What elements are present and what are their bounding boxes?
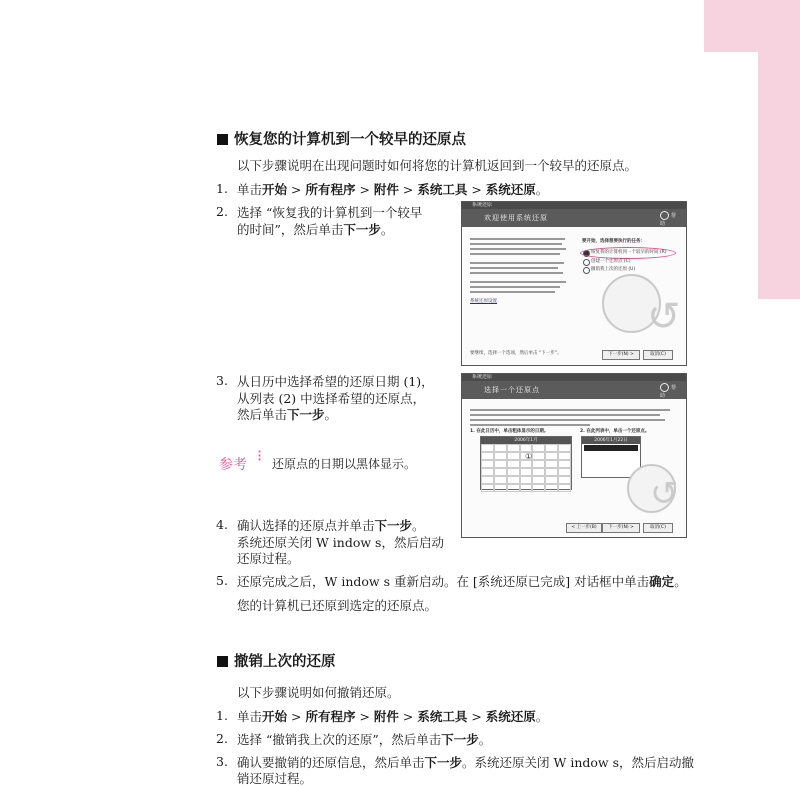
section-heading-restore (217, 128, 466, 149)
section-intro: 以下步骤说明在出现问题时如何将您的计算机返回到一个较早的还原点。 (237, 158, 638, 173)
pink-side-strip (758, 52, 800, 299)
calendar-cell[interactable] (507, 468, 520, 476)
calendar-cell[interactable] (494, 476, 507, 484)
radio-create-point[interactable] (583, 259, 590, 266)
calendar-month: 2006年1月 (481, 437, 571, 444)
option-undo-restore: 撤销我上次的还原 (U) (591, 267, 636, 272)
separator: > (467, 709, 486, 724)
section-intro: 以下步骤说明如何撤销还原。 (237, 685, 400, 700)
menu-system-restore: 系统还原 (485, 182, 536, 197)
cancel-button[interactable]: 取消(C) (643, 350, 673, 360)
dialog-titlebar: 系统还原 (462, 374, 686, 381)
option-create-point: 创建一个还原点 (C) (591, 259, 631, 264)
section-heading-text: 撤销上次的还原 (234, 654, 336, 670)
text-line (470, 248, 566, 250)
text-line (470, 272, 563, 274)
text: 还原完成之后，W indow s 重新启动。在 [系统还原已完成] 对话框中单击 (237, 574, 650, 589)
menu-accessories: 附件 (373, 709, 399, 724)
text-line (470, 409, 670, 411)
next-label: 下一步 (374, 518, 413, 533)
step-text (237, 573, 687, 590)
pink-corner-tab (704, 0, 800, 52)
step-text (237, 517, 425, 534)
callout-one-marker: ① (525, 452, 533, 461)
note-colon: ⁝ (257, 446, 263, 465)
text: 。 (535, 182, 549, 197)
step-number: 3. (216, 373, 228, 388)
text: 选择 “撤销我上次的还原”，然后单击 (237, 732, 442, 747)
calendar-cell[interactable] (558, 452, 571, 460)
step-number: 5. (216, 573, 228, 588)
step-number: 2. (216, 731, 228, 746)
text-line (470, 414, 660, 416)
calendar-cell[interactable] (520, 444, 533, 452)
menu-accessories: 附件 (373, 182, 399, 197)
separator: > (287, 709, 306, 724)
step-number: 4. (216, 517, 228, 532)
text-line (470, 281, 566, 283)
separator: > (398, 182, 418, 197)
step-number: 1. (216, 708, 228, 723)
highlight-oval (580, 247, 676, 259)
list-instruction: 2. 在此列表中，单击一个还原点。 (580, 429, 650, 434)
step-text: 从日历中选择希望的还原日期 (1)， (237, 374, 434, 389)
text-line (470, 238, 565, 240)
option-restore-earlier: 恢复我的计算机到一个较早的时间 (R) (591, 250, 667, 255)
dialog-header: 欢迎使用系统还原 (462, 209, 686, 227)
calendar-cell[interactable] (494, 460, 507, 468)
text-line (470, 424, 590, 426)
separator: > (467, 182, 486, 197)
text-line (470, 243, 562, 245)
separator: > (355, 182, 374, 197)
dialog-header: 选择一个还原点 (462, 381, 686, 399)
text: 。 (324, 407, 338, 422)
note-label: 参考 (219, 457, 247, 473)
step-text (237, 181, 548, 198)
calendar-cell[interactable] (494, 444, 507, 452)
cancel-button[interactable]: 取消(C) (643, 523, 673, 533)
selected-restore-point[interactable] (584, 445, 638, 451)
step-text: 您的计算机已还原到选定的还原点。 (237, 598, 438, 613)
text: 单击 (237, 709, 263, 724)
calendar-cell[interactable] (507, 460, 520, 468)
help-label: 帮助 (660, 385, 677, 399)
menu-system-tools: 系统工具 (417, 182, 468, 197)
calendar-cell[interactable] (545, 452, 558, 460)
calendar-cell[interactable] (558, 476, 571, 484)
calendar-cell[interactable] (558, 468, 571, 476)
step-text (237, 406, 337, 423)
calendar-cell[interactable] (494, 484, 507, 492)
separator: > (398, 709, 418, 724)
menu-system-tools: 系统工具 (417, 709, 468, 724)
welcome-dialog-screenshot (461, 201, 687, 366)
back-button[interactable]: < 上一步(B) (566, 523, 602, 533)
next-label: 下一步 (424, 755, 463, 770)
text: 的时间”，然后单击 (237, 222, 344, 237)
step-number: 1. (216, 181, 228, 196)
separator: > (355, 709, 374, 724)
next-label: 下一步 (287, 407, 325, 422)
step-text (237, 708, 548, 725)
help-button[interactable] (660, 383, 680, 399)
calendar-instruction: 1. 在此日历中，单击粗体显示的日期。 (470, 429, 549, 434)
calendar-cell[interactable] (558, 444, 571, 452)
calendar-cell[interactable] (494, 452, 507, 460)
next-label: 下一步 (343, 222, 381, 237)
calendar-cell[interactable] (520, 476, 533, 484)
calendar-cell[interactable] (532, 460, 545, 468)
text-line (470, 286, 560, 288)
text: 单击 (237, 182, 263, 197)
calendar-cell[interactable] (520, 468, 533, 476)
help-icon (660, 383, 669, 392)
step-number: 3. (216, 754, 228, 769)
help-label: 帮助 (660, 213, 677, 227)
help-icon (660, 211, 669, 220)
restore-arrow-icon: ↺ (647, 294, 681, 340)
text: 。 (380, 222, 394, 237)
calendar-cell[interactable] (481, 452, 494, 460)
calendar-cell[interactable] (532, 452, 545, 460)
text-line (470, 419, 665, 421)
list-date: 2006年1月22日 (582, 437, 640, 444)
restore-arrow-icon: ↺ (650, 474, 679, 514)
calendar-cell[interactable] (520, 460, 533, 468)
calendar-cell[interactable] (494, 468, 507, 476)
text: 。 (535, 709, 549, 724)
calendar-cell[interactable] (545, 476, 558, 484)
text: 。 (478, 732, 492, 747)
calendar-cell[interactable] (545, 468, 558, 476)
step-text: 销还原过程。 (237, 771, 313, 786)
text: 然后单击 (237, 407, 288, 422)
separator: > (287, 182, 306, 197)
calendar-cell[interactable] (507, 476, 520, 484)
calendar-cell[interactable] (532, 468, 545, 476)
menu-all-programs: 所有程序 (305, 182, 356, 197)
next-button[interactable]: 下一步(N) > (602, 523, 640, 533)
calendar-cell[interactable] (545, 460, 558, 468)
menu-start: 开始 (262, 182, 288, 197)
calendar-cell[interactable] (507, 452, 520, 460)
calendar-cell[interactable] (532, 476, 545, 484)
step-number: 2. (216, 204, 228, 219)
task-prompt: 要开始，选择想要执行的任务： (582, 239, 645, 244)
section-heading-text: 恢复您的计算机到一个较早的还原点 (234, 132, 466, 148)
text: 。 (412, 518, 425, 533)
bullet-square-icon (217, 656, 228, 667)
next-button[interactable]: 下一步(N) > (602, 350, 640, 360)
text: 确认要撤销的还原信息，然后单击 (237, 755, 425, 770)
menu-start: 开始 (262, 709, 288, 724)
ok-label: 确定 (649, 574, 675, 589)
text-line (470, 267, 558, 269)
text: 。 (674, 574, 687, 589)
step-text (237, 221, 393, 238)
calendar-cell[interactable] (545, 444, 558, 452)
step-text: 系统还原关闭 W indow s，然后启动 (237, 535, 444, 550)
calendar-cell[interactable] (532, 484, 545, 492)
calendar-cell[interactable] (481, 484, 494, 492)
bullet-square-icon (217, 134, 228, 145)
text-line (470, 262, 564, 264)
text-line (470, 253, 560, 255)
radio-undo-restore[interactable] (583, 267, 590, 274)
menu-system-restore: 系统还原 (485, 709, 536, 724)
calendar[interactable] (480, 436, 572, 490)
calendar-cell[interactable] (481, 444, 494, 452)
calendar-cell[interactable] (558, 484, 571, 492)
calendar-cell[interactable] (507, 444, 520, 452)
restore-point-dialog-screenshot (461, 373, 687, 538)
text-line (470, 291, 555, 293)
help-button[interactable] (660, 211, 680, 227)
text: 确认选择的还原点并单击 (237, 518, 375, 533)
calendar-cell[interactable] (558, 460, 571, 468)
step-text: 从列表 (2) 中选择希望的还原点， (237, 391, 426, 406)
step-text (237, 754, 694, 771)
menu-all-programs: 所有程序 (305, 709, 356, 724)
step-text: 还原过程。 (237, 551, 300, 566)
step-text: 选择 “恢复我的计算机到一个较早 (237, 205, 423, 220)
section-heading-undo (217, 650, 336, 671)
calendar-cell[interactable] (481, 460, 494, 468)
calendar-cell[interactable] (507, 484, 520, 492)
dialog-titlebar: 系统还原 (462, 202, 686, 209)
calendar-cell[interactable] (481, 468, 494, 476)
calendar-cell[interactable] (481, 476, 494, 484)
calendar-cell[interactable] (520, 484, 533, 492)
restore-settings-link[interactable]: 系统还原设置 (470, 299, 497, 304)
step-text (237, 731, 491, 748)
text: 。系统还原关闭 W indow s，然后启动撤 (462, 755, 694, 770)
calendar-cell[interactable] (532, 444, 545, 452)
note-text: 还原点的日期以黑体显示。 (272, 457, 417, 471)
calendar-cell[interactable] (545, 484, 558, 492)
dialog-footer-text: 要继续，选择一个选项，然后单击 “下一步”。 (470, 351, 562, 356)
next-label: 下一步 (441, 732, 479, 747)
